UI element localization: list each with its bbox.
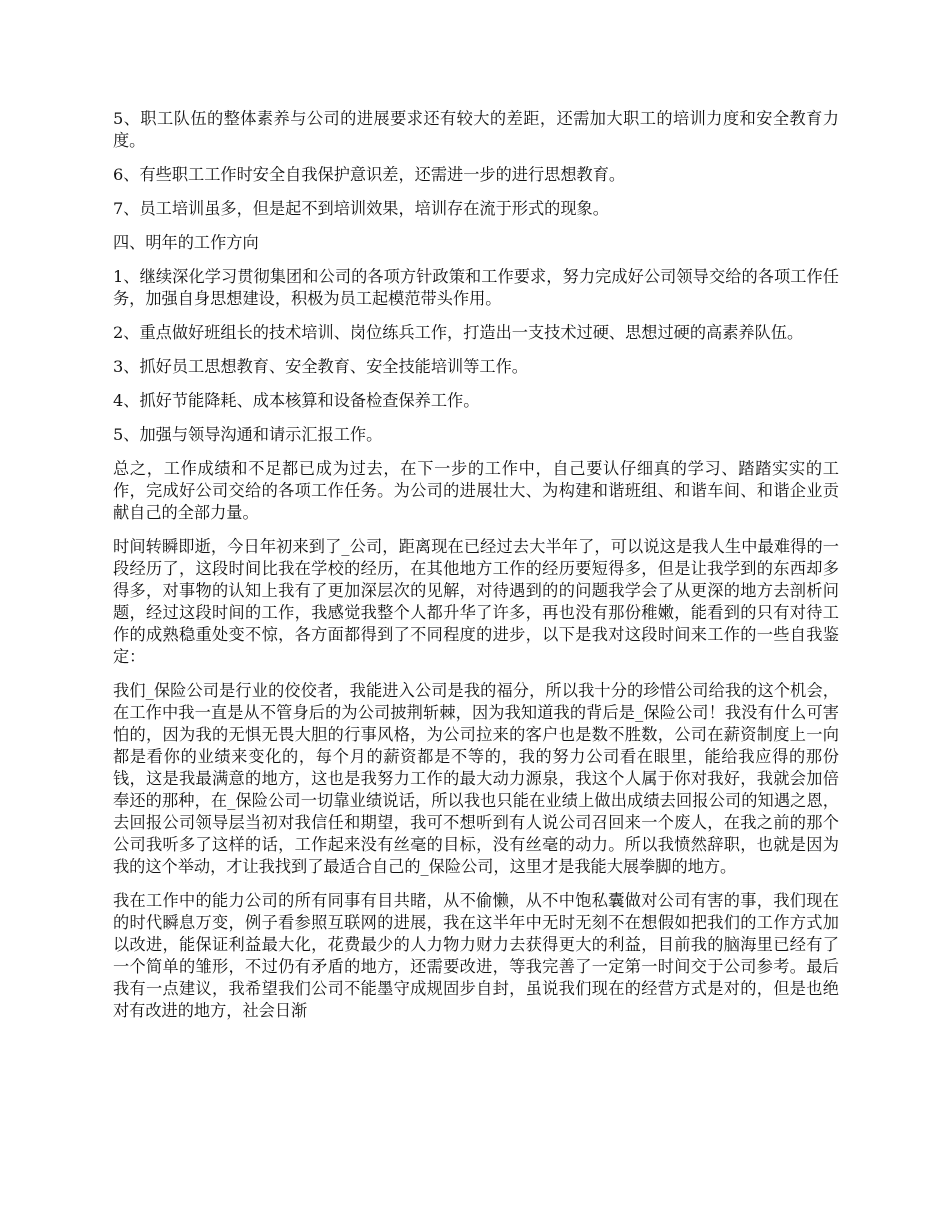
paragraph-plan-5: 5、加强与领导沟通和请示汇报工作。 [113, 425, 383, 444]
paragraph-problem-5: 5、职工队伍的整体素养与公司的进展要求还有较大的差距，还需加大职工的培训力度和安全教育力度。 [113, 109, 839, 150]
document-body [113, 108, 839, 1034]
paragraph-summary: 总之，工作成绩和不足都已成为过去，在下一步的工作中，自己要认仔细真的学习、踏踏实实的工作，完成好公司交给的各项工作任务。为公司的进展壮大、为构建和谐班组、和谐车间、和谐企业贡献自己的全部力量。 [113, 459, 839, 522]
paragraph-plan-2: 2、重点做好班组长的技术培训、岗位练兵工作，打造出一支技术过硬、思想过硬的高素养队伍。 [113, 323, 804, 342]
paragraph-self-review-intro: 时间转瞬即逝，今日年初来到了_公司，距离现在已经过去大半年了，可以说这是我人生中最难得的一段经历了，这段时间比我在学校的经历，在其他地方工作的经历要短得多，但是让我学到的东西却多得多，对事物的认知上我有了更加深层次的见解，对待遇到的的问题我学会了从更深的地方去剖析问题，经过这段时间的工作，我感觉我整个人都升华了许多，再也没有那份稚嫩，能看到的只有对待工作的成熟稳重处变不惊，各方面都得到了不同程度的进步，以下是我对这段时间来工作的一些自我鉴定： [113, 537, 839, 666]
paragraph-plan-3: 3、抓好员工思想教育、安全教育、安全技能培训等工作。 [113, 357, 528, 376]
paragraph-company-value: 我们_保险公司是行业的佼佼者，我能进入公司是我的福分，所以我十分的珍惜公司给我的这个机会，在工作中我一直是从不管身后的为公司披荆斩棘，因为我知道我的背后是_保险公司！我没有什么可害怕的，因为我的无惧无畏大胆的行事风格，为公司拉来的客户也是数不胜数，公司在薪资制度上一向都是看你的业绩来变化的，每个月的薪资都是不等的，我的努力公司看在眼里，能给我应得的那份钱，这是我最满意的地方，这也是我努力工作的最大动力源泉，我这个人属于你对我好，我就会加倍奉还的那种，在_保险公司一切靠业绩说话，所以我也只能在业绩上做出成绩去回报公司的知遇之恩，去回报公司领导层当初对我信任和期望，我可不想听到有人说公司召回来一个废人，在我之前的那个公司我听多了这样的话，工作起来没有丝毫的目标，没有丝毫的动力。所以我愤然辞职，也就是因为我的这个举动，才让我找到了最适合自己的_保险公司，这里才是我能大展拳脚的地方。 [113, 681, 839, 876]
paragraph-problem-6: 6、有些职工工作时安全自我保护意识差，还需进一步的进行思想教育。 [113, 165, 626, 184]
paragraph-problem-7: 7、员工培训虽多，但是起不到培训效果，培训存在流于形式的现象。 [113, 199, 609, 218]
section-heading-next-year: 四、明年的工作方向 [113, 233, 259, 252]
paragraph-work-ability: 我在工作中的能力公司的所有同事有目共睹，从不偷懒，从不中饱私囊做对公司有害的事，我们现在的时代瞬息万变，例子看参照互联网的进展，我在这半年中无时无刻不在想假如把我们的工作方式加以改进，能保证利益最大化，花费最少的人力物力财力去获得更大的利益，目前我的脑海里已经有了一个简单的雏形，不过仍有矛盾的地方，还需要改进，等我完善了一定第一时间交于公司参考。最后我有一点建议，我希望我们公司不能墨守成规固步自封，虽说我们现在的经营方式是对的，但是也绝对有改进的地方，社会日渐 [113, 891, 839, 1020]
paragraph-plan-1: 1、继续深化学习贯彻集团和公司的各项方针政策和工作要求，努力完成好公司领导交给的各项工作任务，加强自身思想建设，积极为员工起模范带头作用。 [113, 267, 839, 308]
paragraph-plan-4: 4、抓好节能降耗、成本核算和设备检查保养工作。 [113, 391, 480, 410]
